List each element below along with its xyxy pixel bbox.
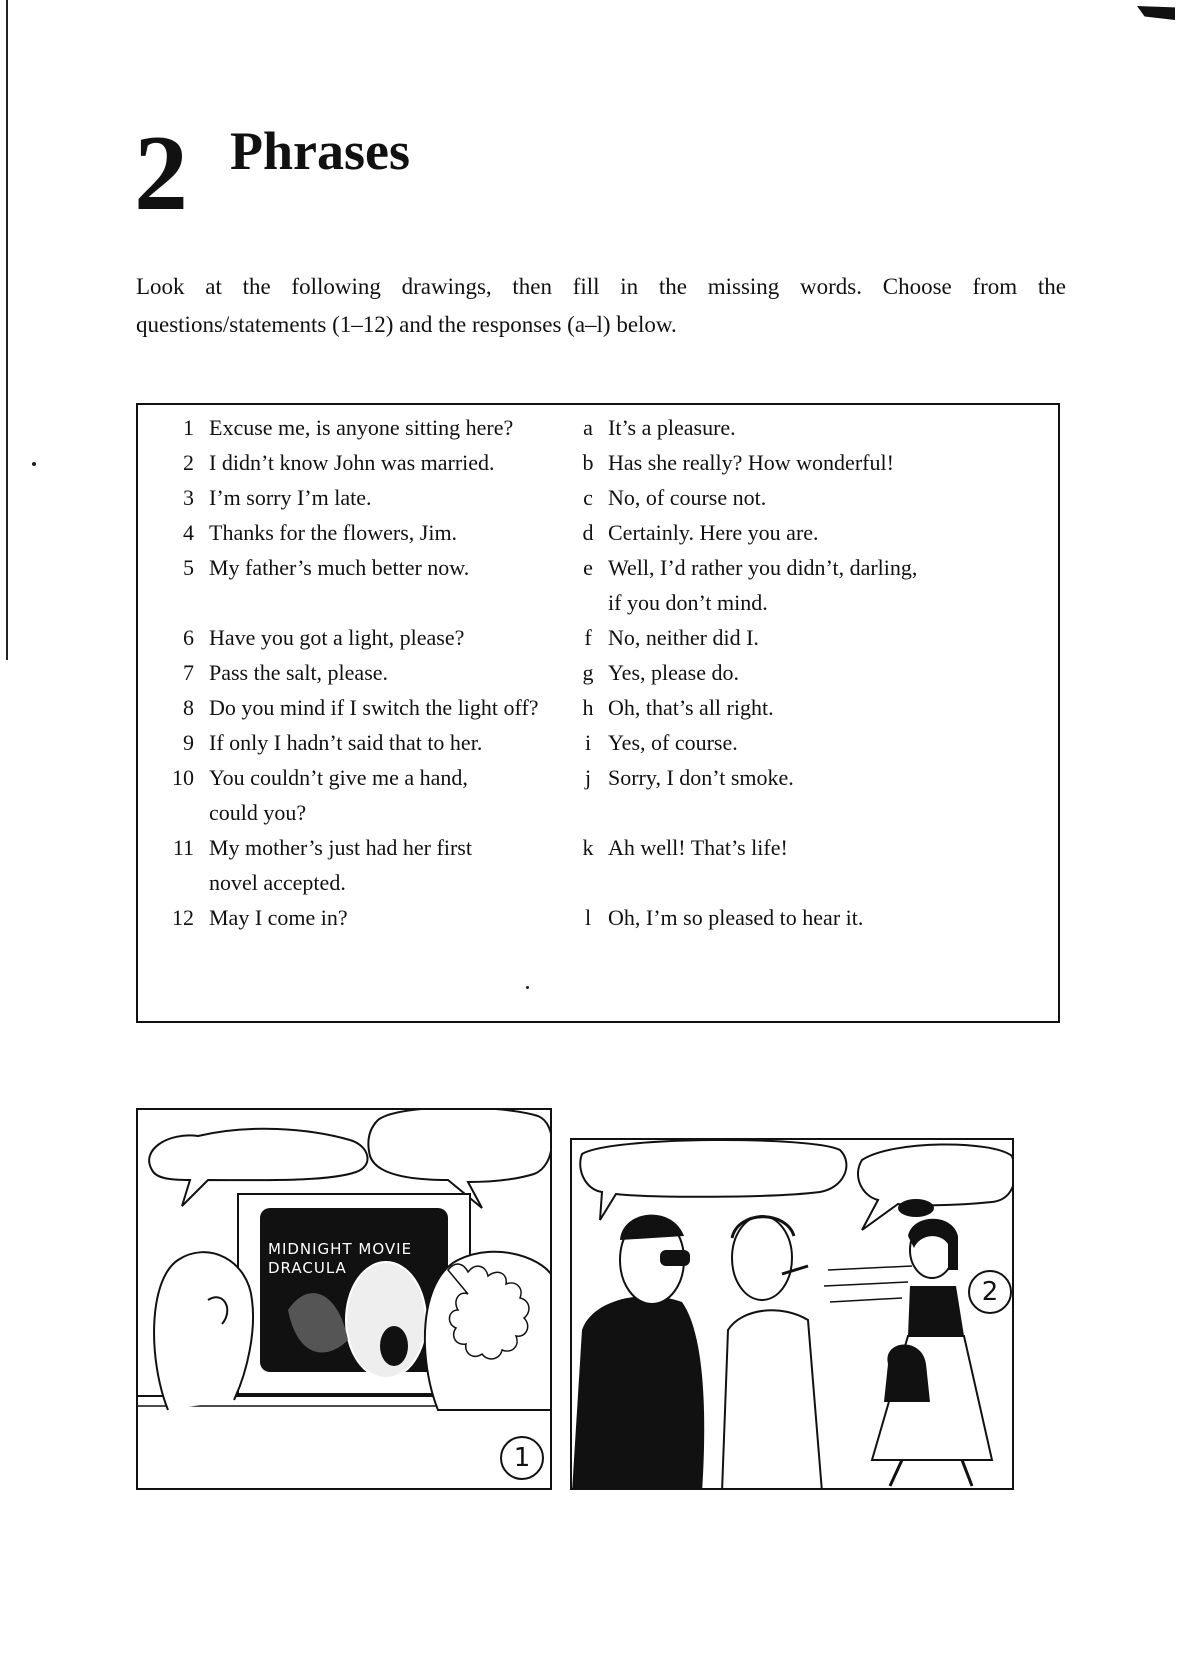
response-letter: e: [583, 555, 593, 580]
panel-number-badge: 2: [968, 1270, 1012, 1314]
woman-leg: [890, 1460, 902, 1486]
woman-hat: [898, 1199, 934, 1217]
panel-2-drawing: [572, 1140, 1014, 1490]
page-margin-rule: [6, 0, 8, 660]
question-number: 4: [183, 520, 194, 545]
response-letter: i: [584, 730, 592, 755]
response-text: Oh, I’m so pleased to hear it.: [608, 905, 864, 930]
question-text: Thanks for the flowers, Jim.: [209, 520, 458, 545]
response-text: if you don’t mind.: [608, 590, 768, 615]
dracula-mouth: [380, 1326, 408, 1366]
response-text: No, of course not.: [608, 485, 767, 510]
question-text: I didn’t know John was married.: [209, 450, 495, 475]
instructions: Look at the following drawings, then fill in the missing words. Choose from the questions/statements (1–12) and the responses (a–l) below.: [136, 274, 1066, 337]
response-text: Has she really? How wonderful!: [608, 450, 894, 475]
question-text: novel accepted.: [209, 870, 346, 895]
question-number: 2: [183, 450, 194, 475]
question-number: 3: [183, 485, 194, 510]
response-text: Yes, of course.: [608, 730, 738, 755]
response-letter: a: [583, 415, 593, 440]
question-number: 6: [183, 625, 194, 650]
question-text: My father’s much better now.: [209, 555, 470, 580]
question-number: 8: [183, 695, 194, 720]
unit-number: 2: [134, 114, 188, 233]
smoke-line: [828, 1266, 912, 1270]
man-hair: [620, 1215, 684, 1240]
man-dark-suit: [572, 1296, 704, 1490]
comic-panel-1: [136, 1108, 552, 1490]
tv-caption: [268, 1240, 412, 1278]
question-number: 7: [183, 660, 194, 685]
woman-leg: [962, 1460, 972, 1486]
scan-corner-mark: [1137, 6, 1175, 20]
question-number: 10: [172, 765, 194, 790]
question-text: I’m sorry I’m late.: [209, 485, 372, 510]
question-number: 9: [183, 730, 194, 755]
question-number: 11: [172, 835, 194, 860]
comic-panel-2: [570, 1138, 1014, 1490]
response-text: It’s a pleasure.: [608, 415, 736, 440]
smoker-face: [732, 1216, 792, 1300]
response-text: Ah well! That’s life!: [608, 835, 788, 860]
panel-number-badge: 1: [500, 1436, 544, 1480]
response-letter: b: [582, 450, 594, 475]
tv-caption-line: MIDNIGHT MOVIE: [268, 1240, 413, 1258]
question-text: could you?: [209, 800, 307, 825]
scan-speck: [32, 462, 36, 466]
response-letter: h: [582, 695, 594, 720]
tv-caption-line: DRACULA: [268, 1259, 347, 1277]
question-text: Pass the salt, please.: [209, 660, 389, 685]
panel-1-drawing: [138, 1110, 552, 1490]
question-number: 12: [172, 905, 194, 930]
smoker-light-suit: [722, 1310, 822, 1490]
smoke-line: [824, 1282, 908, 1286]
response-text: Certainly. Here you are.: [608, 520, 819, 545]
smoke-line: [830, 1298, 902, 1302]
response-text: Well, I’d rather you didn’t, darling,: [608, 555, 918, 580]
question-text: My mother’s just had her first: [209, 835, 472, 860]
response-letter: j: [584, 765, 592, 790]
response-text: No, neither did I.: [608, 625, 759, 650]
response-letter: d: [582, 520, 594, 545]
woman-top: [908, 1286, 964, 1336]
unit-title: Phrases: [230, 121, 410, 181]
response-text: Yes, please do.: [608, 660, 739, 685]
question-number: 1: [183, 415, 194, 440]
speech-bubble: [580, 1140, 846, 1220]
response-letter: c: [583, 485, 593, 510]
speech-bubble: [858, 1144, 1014, 1230]
question-text: Excuse me, is anyone sitting here?: [209, 415, 514, 440]
response-letter: f: [584, 625, 592, 650]
response-letter: k: [582, 835, 594, 860]
man-head: [154, 1252, 253, 1410]
question-text: If only I hadn’t said that to her.: [209, 730, 483, 755]
response-text: Oh, that’s all right.: [608, 695, 774, 720]
hand-on-nose: [660, 1250, 690, 1266]
phrase-table: [136, 403, 1060, 1023]
question-text: Have you got a light, please?: [209, 625, 465, 650]
question-text: Do you mind if I switch the light off?: [209, 695, 539, 720]
response-text: Sorry, I don’t smoke.: [608, 765, 794, 790]
question-text: You couldn’t give me a hand,: [209, 765, 468, 790]
question-text: May I come in?: [209, 905, 348, 930]
response-letter: g: [582, 660, 594, 685]
question-number: 5: [183, 555, 194, 580]
response-letter: l: [584, 905, 592, 930]
